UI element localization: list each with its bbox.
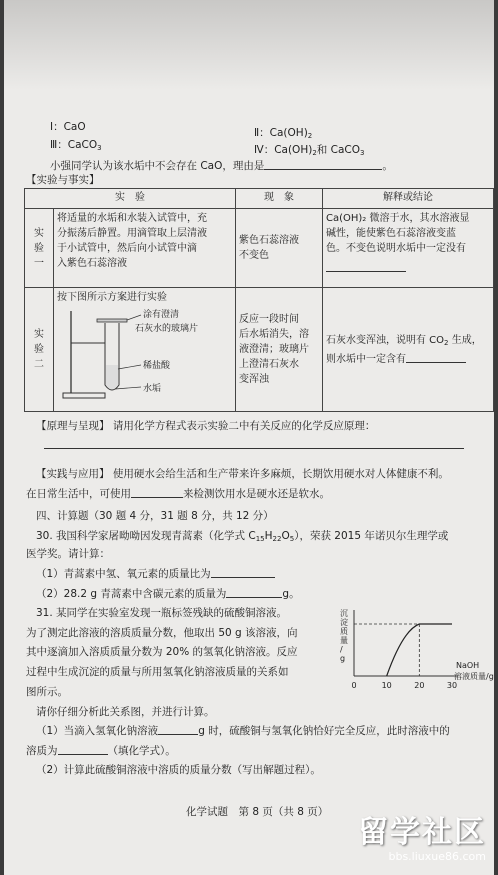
exp2-conclusion: 石灰水变浑浊，说明有 $CO_2$ 生成， 则水垢中一定含有 [323, 288, 494, 412]
experiment-table [24, 188, 494, 412]
option-2: Ⅱ：Ca(OH)2 [254, 127, 313, 140]
reason-question: 小强同学认为该水垢中不会存在 CaO，理由是 。 [50, 160, 393, 172]
label-glass-2: 石灰水的玻璃片 [135, 324, 199, 334]
exp1-procedure: 将适量的水垢和水装入试管中，充 分振荡后静置。用滴管取上层清液 于小试管中，然后向小试管中滴 入紫色石蕊溶液 [54, 209, 236, 288]
exp1-phenomenon: 紫色石蕊溶液 不变色 [236, 209, 323, 288]
option-3: Ⅲ：CaCO3 [50, 139, 102, 152]
principle-prompt: 【原理与呈现】 请用化学方程式表示实验二中有关反应的化学反应原理： [36, 420, 376, 432]
calc-section-title: 四、计算题（30 题 4 分，31 题 8 分，共 12 分） [36, 510, 274, 522]
exp2-phenomenon: 反应一段时间 后水垢消失，溶 液澄清；玻璃片 上澄清石灰水 变浑浊 [236, 288, 323, 412]
q31-line-5: 图所示。 [26, 686, 68, 698]
y-label-char: / [340, 645, 343, 654]
q31-line-2: 为了测定此溶液的溶质质量分数，他取出 50 g 该溶液，向 [26, 627, 298, 639]
practice-line-1: 【实践与应用】 使用硬水会给生活和生产带来许多麻烦，长期饮用硬水对人体健康不利。 [36, 468, 449, 480]
watermark [358, 816, 486, 863]
label-scale: 水垢 [143, 384, 162, 394]
header-conclusion: 解释或结论 [323, 189, 494, 209]
answer-line [44, 448, 464, 449]
watermark-title: 留学社区 [358, 815, 486, 850]
watermark-url: bbs.liuxue86.com [388, 850, 486, 863]
y-label-char: 质 [340, 627, 348, 636]
y-label-char: g [340, 654, 346, 663]
q31-line-1: 31. 某同学在实验室发现一瓶标签残缺的硫酸铜溶液。 [36, 607, 288, 619]
practice-line-2: 在日常生活中，可使用 来检测饮用水是硬水还是软水。 [26, 488, 330, 500]
q30-part-2: （2）28.2 g 青蒿素中含碳元素的质量为 g。 [36, 588, 300, 600]
q30-line-1: 30. 我国科学家屠呦呦因发现青蒿素（化学式 C15H22O5），荣获 2015 年诺贝尔生理学或 [36, 530, 449, 543]
q30-line-2: 医学奖。请计算： [26, 548, 110, 560]
y-label-char: 沉 [340, 609, 348, 618]
x-label-line-1: NaOH [456, 661, 480, 670]
x-label-line-2: 溶液质量/g [454, 672, 494, 681]
chart-y-label [340, 609, 348, 663]
apparatus-figure [57, 305, 227, 405]
x-tick-label: 10 [381, 681, 392, 690]
exp2-procedure: 按下图所示方案进行实验 涂有澄清 石灰水的玻璃片 稀盐酸 水垢 [54, 288, 236, 412]
header-experiment: 实 验 [25, 189, 236, 209]
exp1-conclusion: Ca(OH)₂ 微溶于水，其水溶液显 碱性，能使紫色石蕊溶液变蓝 色。不变色说明水垢中一定没有 [323, 209, 494, 288]
q31-instruction: 请你仔细分析此关系图，并进行计算。 [36, 706, 215, 718]
q31-part-2: （2）计算此硫酸铜溶液中溶质的质量分数（写出解题过程）。 [36, 764, 321, 776]
option-1: Ⅰ：CaO [50, 121, 86, 133]
y-label-char: 淀 [340, 618, 348, 627]
x-tick-label: 30 [446, 681, 458, 690]
x-tick-label: 0 [351, 681, 357, 690]
y-label-char: 量 [340, 636, 348, 645]
x-tick-label: 20 [414, 681, 425, 690]
label-acid: 稀盐酸 [143, 361, 171, 371]
header-phenomenon: 现 象 [236, 189, 323, 209]
row-label-exp1: 实 验 一 [25, 209, 54, 288]
series-line [354, 624, 452, 676]
q31-part-1: （1）当滴入氢氧化钠溶液 g 时，硫酸铜与氢氧化钠恰好完全反应，此时溶液中的 [36, 725, 450, 737]
label-glass-1: 涂有澄清 [143, 310, 180, 320]
row-label-exp2: 实 验 二 [25, 288, 54, 412]
q30-part-1: （1）青蒿素中氢、氧元素的质量比为 [36, 566, 275, 581]
page-footer: 化学试题 第 8 页（共 8 页） [186, 806, 329, 818]
q31-line-3: 其中逐滴加入溶质质量分数为 20% 的氢氧化钠溶液。反应 [26, 646, 298, 658]
section-experiment-fact: 【实验与事实】 [26, 174, 100, 186]
precipitate-chart [336, 606, 494, 696]
option-4: Ⅳ：Ca(OH)2和 CaCO3 [254, 144, 365, 157]
q31-part-1-cont: 溶质为 （填化学式）。 [26, 745, 176, 757]
q31-line-4: 过程中生成沉淀的质量与所用氢氧化钠溶液质量的关系如 [26, 666, 289, 678]
exam-page [4, 0, 494, 875]
x-ticks [351, 681, 457, 690]
